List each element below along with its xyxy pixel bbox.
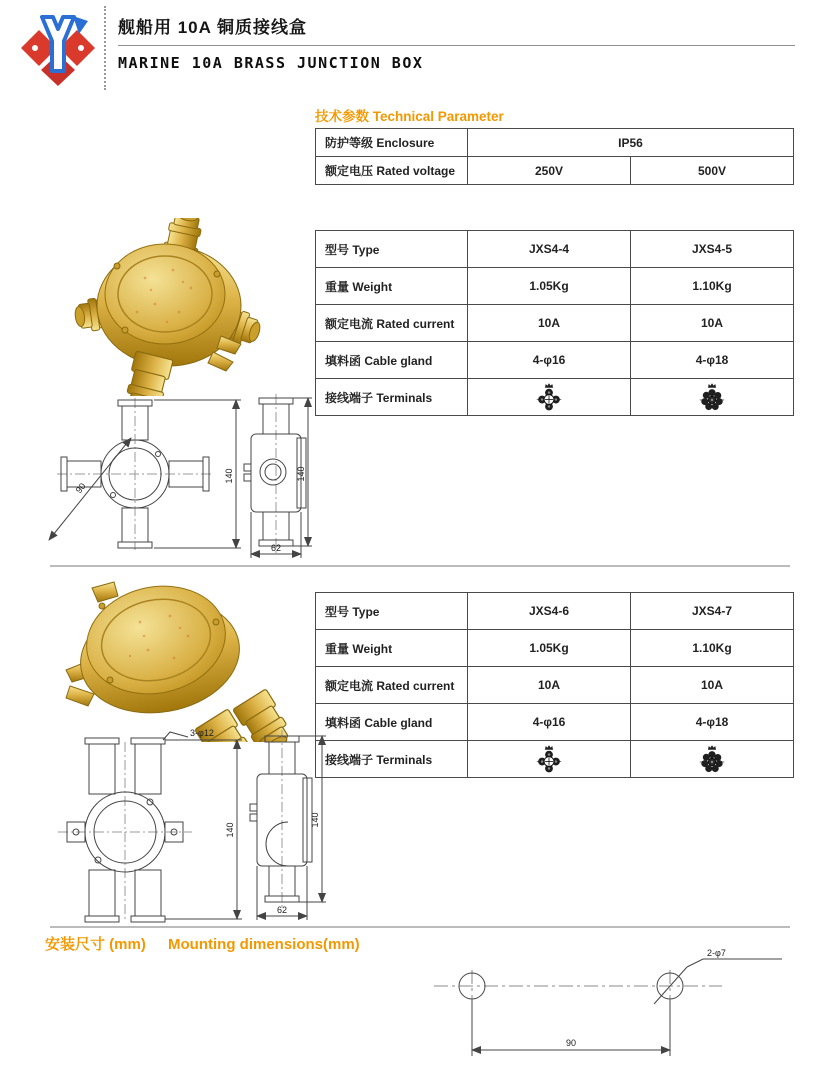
dim-side-height: 140 [296, 466, 306, 482]
table-row [316, 268, 794, 305]
terminal-cross-icon [535, 744, 563, 775]
dim-front-height: 140 [225, 822, 235, 838]
page-title-cn: 舰船用 10A 铜质接线盒 [118, 18, 308, 37]
table-row [316, 741, 794, 778]
cell-value: 10A [468, 667, 631, 704]
hole-annotation: 2-φ7 [707, 948, 726, 958]
cell-value: 10A [631, 667, 794, 704]
cell-value: 1.10Kg [631, 630, 794, 667]
row-label: 型号 Type [316, 593, 468, 630]
row-label: 重量 Weight [316, 630, 468, 667]
cell-value: 10A [468, 305, 631, 342]
technical-drawing-2way [30, 724, 330, 924]
dim-diagonal: 90 [73, 481, 88, 496]
cell-value: 1.05Kg [468, 268, 631, 305]
table-row [316, 593, 794, 630]
tech-parameter-heading: 技术参数 Technical Parameter [315, 109, 504, 124]
tech-parameter-table [315, 128, 794, 185]
enclosure-value: IP56 [468, 129, 794, 157]
table-row [316, 667, 794, 704]
title-rule [118, 45, 795, 46]
terminals-cell [468, 379, 631, 416]
mounting-dimensions-drawing [420, 946, 790, 1068]
spec-table-jxs4-4-5 [315, 230, 794, 416]
voltage-value-1: 250V [468, 157, 631, 185]
dim-side-width: 62 [276, 905, 288, 915]
cell-value: 4-φ16 [468, 342, 631, 379]
terminals-cell [468, 741, 631, 778]
terminal-cluster-icon [698, 744, 726, 775]
table-row [316, 379, 794, 416]
dim-front-height: 140 [224, 468, 234, 484]
row-label: 型号 Type [316, 231, 468, 268]
company-logo-icon [18, 8, 98, 88]
dim-side-height: 140 [310, 812, 320, 828]
table-row [316, 305, 794, 342]
cell-value: JXS4-4 [468, 231, 631, 268]
cell-value: 1.10Kg [631, 268, 794, 305]
terminals-cell [631, 379, 794, 416]
row-label: 接线端子 Terminals [316, 379, 468, 416]
page-title-en: MARINE 10A BRASS JUNCTION BOX [118, 54, 424, 72]
table-row [316, 704, 794, 741]
spec-table-jxs4-6-7 [315, 592, 794, 778]
section-divider [50, 926, 790, 928]
mounting-heading-en: Mounting dimensions(mm) [168, 936, 360, 953]
row-label: 填料函 Cable gland [316, 342, 468, 379]
drawing-annotation: 3-φ12 [190, 728, 214, 738]
section-divider [50, 565, 790, 567]
row-label: 额定电流 Rated current [316, 305, 468, 342]
row-label: 额定电流 Rated current [316, 667, 468, 704]
table-row [316, 342, 794, 379]
cell-value: JXS4-6 [468, 593, 631, 630]
hole-spacing-dim: 90 [565, 1038, 577, 1048]
cell-value: JXS4-7 [631, 593, 794, 630]
table-row [316, 157, 794, 185]
technical-drawing-4way [35, 392, 315, 562]
product-photo-4way-box [33, 218, 308, 396]
enclosure-label: 防护等级 Enclosure [316, 129, 468, 157]
terminal-cross-icon [535, 382, 563, 413]
voltage-label: 额定电压 Rated voltage [316, 157, 468, 185]
cell-value: JXS4-5 [631, 231, 794, 268]
terminal-cluster-icon [698, 382, 726, 413]
dim-side-width: 62 [270, 543, 282, 553]
cell-value: 4-φ16 [468, 704, 631, 741]
table-row [316, 231, 794, 268]
row-label: 填料函 Cable gland [316, 704, 468, 741]
cell-value: 10A [631, 305, 794, 342]
product-photo-2way-box [40, 570, 305, 742]
voltage-value-2: 500V [631, 157, 794, 185]
cell-value: 4-φ18 [631, 704, 794, 741]
cell-value: 1.05Kg [468, 630, 631, 667]
mounting-dimensions-heading [45, 933, 360, 954]
header-title-block [118, 13, 795, 72]
row-label: 接线端子 Terminals [316, 741, 468, 778]
table-row [316, 129, 794, 157]
cell-value: 4-φ18 [631, 342, 794, 379]
mounting-heading-cn: 安装尺寸 (mm) [45, 936, 146, 953]
row-label: 重量 Weight [316, 268, 468, 305]
terminals-cell [631, 741, 794, 778]
header-divider [104, 6, 106, 90]
table-row [316, 630, 794, 667]
